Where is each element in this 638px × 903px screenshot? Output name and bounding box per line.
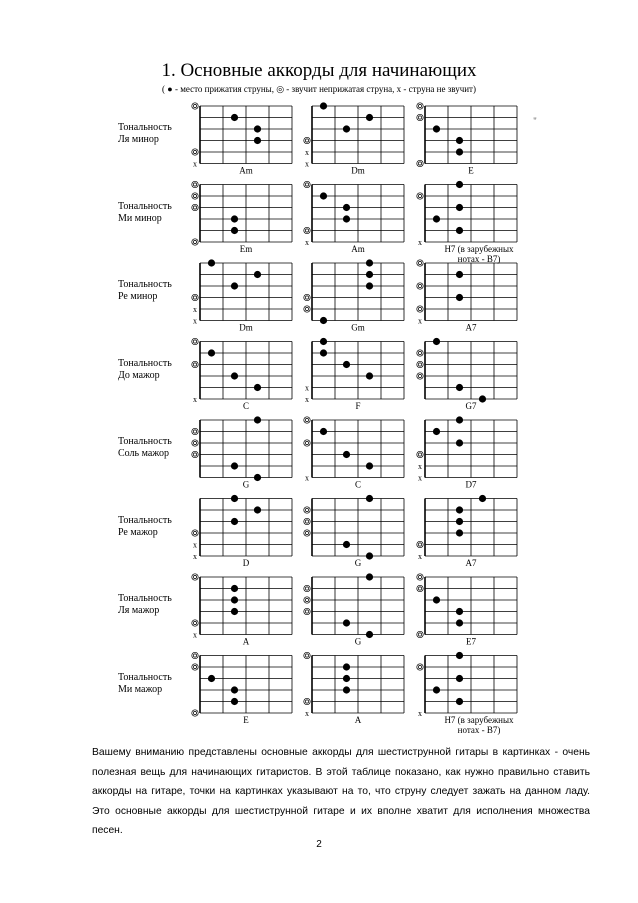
finger-dot-icon bbox=[456, 294, 463, 301]
key-label-line: Ре мажор bbox=[118, 526, 158, 538]
finger-dot-icon bbox=[456, 148, 463, 155]
chord-name: A7 bbox=[465, 322, 477, 333]
chord-name: A bbox=[242, 636, 250, 647]
finger-dot-icon bbox=[231, 282, 238, 289]
open-string-icon-inner bbox=[193, 665, 196, 668]
finger-dot-icon bbox=[456, 619, 463, 626]
muted-string-icon: x bbox=[305, 148, 309, 157]
finger-dot-icon bbox=[456, 384, 463, 391]
finger-dot-icon bbox=[231, 495, 238, 502]
open-string-icon bbox=[304, 440, 310, 446]
open-string-icon bbox=[304, 137, 310, 143]
finger-dot-icon bbox=[231, 462, 238, 469]
open-string-icon-inner bbox=[305, 183, 308, 186]
open-string-icon bbox=[417, 103, 423, 109]
open-string-icon-inner bbox=[418, 261, 421, 264]
finger-dot-icon bbox=[231, 372, 238, 379]
open-string-icon-inner bbox=[193, 575, 196, 578]
open-string-icon bbox=[417, 585, 423, 591]
muted-string-icon: x bbox=[418, 238, 422, 247]
key-label-line: Тональность bbox=[118, 200, 172, 212]
muted-string-icon: x bbox=[193, 305, 197, 314]
key-label-line: Тональность bbox=[118, 593, 172, 604]
chord-name: A7 bbox=[465, 558, 477, 568]
finger-dot-icon bbox=[433, 338, 440, 345]
finger-dot-icon bbox=[231, 698, 238, 705]
open-string-icon-inner bbox=[193, 104, 196, 107]
open-string-icon-inner bbox=[305, 520, 308, 523]
description-paragraph: Вашему вниманию представлены основные аккорды для шестиструнной гитары в картинках - очень полезная вещь для начинающих гитаристов. В этой таблице показано, как нужно правильно ставить аккорды на гитаре, точки на картинках указывают на то, что струну следует зажать на данном ладу. Это основные аккорды для шестиструнной гитаре и их вполне хватит для исполнения множества песен. bbox=[92, 747, 590, 836]
open-string-icon bbox=[192, 710, 198, 716]
open-string-icon-inner bbox=[418, 453, 421, 456]
open-string-icon bbox=[304, 306, 310, 312]
open-string-icon bbox=[417, 664, 423, 670]
chord-name: A bbox=[354, 715, 362, 725]
chord-name: G7 bbox=[465, 401, 477, 411]
open-string-icon-inner bbox=[418, 162, 421, 165]
finger-dot-icon bbox=[433, 125, 440, 132]
open-string-icon bbox=[192, 574, 198, 580]
open-string-icon-inner bbox=[418, 104, 421, 107]
finger-dot-icon bbox=[231, 518, 238, 525]
finger-dot-icon bbox=[456, 652, 463, 659]
open-string-icon bbox=[192, 664, 198, 670]
finger-dot-icon bbox=[456, 529, 463, 536]
key-label bbox=[118, 358, 202, 382]
muted-string-icon: x bbox=[418, 316, 422, 326]
chord-name: H7 (в зарубежных bbox=[444, 715, 514, 725]
open-string-icon-inner bbox=[418, 575, 421, 578]
finger-dot-icon bbox=[366, 495, 373, 502]
open-string-icon-inner bbox=[418, 665, 421, 668]
page-title: 1. Основные аккорды для начинающих bbox=[161, 60, 477, 81]
open-string-icon bbox=[192, 103, 198, 109]
open-string-icon-inner bbox=[418, 307, 421, 310]
open-string-icon bbox=[192, 428, 198, 434]
finger-dot-icon bbox=[320, 338, 327, 345]
open-string-icon-inner bbox=[305, 296, 308, 299]
finger-dot-icon bbox=[456, 518, 463, 525]
finger-dot-icon bbox=[254, 137, 261, 144]
open-string-icon bbox=[417, 306, 423, 312]
open-string-icon-inner bbox=[418, 587, 421, 590]
key-label bbox=[118, 515, 202, 539]
open-string-icon bbox=[192, 193, 198, 199]
open-string-icon bbox=[417, 160, 423, 166]
open-string-icon bbox=[192, 181, 198, 187]
finger-dot-icon bbox=[343, 451, 350, 458]
muted-string-icon: x bbox=[305, 473, 309, 483]
finger-dot-icon bbox=[366, 259, 373, 266]
finger-dot-icon bbox=[456, 271, 463, 278]
key-label bbox=[118, 436, 202, 460]
key-label-line: Ля мажор bbox=[118, 605, 160, 616]
open-string-icon bbox=[304, 227, 310, 233]
finger-dot-icon bbox=[366, 282, 373, 289]
key-label bbox=[118, 593, 202, 617]
key-label-line: Ми минор bbox=[118, 212, 162, 224]
open-string-icon-inner bbox=[305, 610, 308, 613]
muted-string-icon: x bbox=[193, 630, 197, 640]
muted-string-icon: x bbox=[418, 709, 422, 718]
open-string-icon-inner bbox=[193, 430, 196, 433]
finger-dot-icon bbox=[366, 114, 373, 121]
key-label-line: Соль мажор bbox=[118, 448, 169, 459]
finger-dot-icon bbox=[456, 675, 463, 682]
finger-dot-icon bbox=[456, 506, 463, 513]
open-string-icon bbox=[304, 652, 310, 658]
open-string-icon bbox=[304, 181, 310, 187]
chord-name: H7 (в зарубежных bbox=[444, 244, 514, 254]
key-label bbox=[118, 672, 202, 696]
chord-name: D7 bbox=[465, 479, 477, 490]
finger-dot-icon bbox=[366, 631, 373, 638]
chord-name: D bbox=[242, 558, 250, 568]
finger-dot-icon bbox=[231, 227, 238, 234]
muted-string-icon: x bbox=[418, 473, 422, 483]
open-string-icon bbox=[304, 698, 310, 704]
open-string-icon-inner bbox=[193, 711, 196, 714]
open-string-icon-inner bbox=[305, 508, 308, 511]
muted-string-icon: x bbox=[193, 552, 197, 561]
finger-dot-icon bbox=[254, 474, 261, 481]
key-label-line: Тональность bbox=[118, 122, 172, 133]
finger-dot-icon bbox=[366, 573, 373, 580]
finger-dot-icon bbox=[433, 215, 440, 222]
finger-dot-icon bbox=[343, 361, 350, 368]
finger-dot-icon bbox=[231, 585, 238, 592]
open-string-icon-inner bbox=[418, 543, 421, 546]
chord-name: F bbox=[355, 401, 361, 411]
open-string-icon-inner bbox=[418, 351, 421, 354]
finger-dot-icon bbox=[343, 663, 350, 670]
muted-string-icon: x bbox=[193, 159, 197, 169]
key-label bbox=[118, 122, 202, 146]
finger-dot-icon bbox=[254, 506, 261, 513]
open-string-icon bbox=[192, 239, 198, 245]
open-string-icon-inner bbox=[305, 587, 308, 590]
key-label bbox=[118, 279, 202, 303]
finger-dot-icon bbox=[366, 372, 373, 379]
muted-string-icon: x bbox=[305, 383, 309, 393]
finger-dot-icon bbox=[366, 552, 373, 559]
open-string-icon bbox=[417, 283, 423, 289]
open-string-icon-inner bbox=[193, 621, 196, 624]
finger-dot-icon bbox=[343, 675, 350, 682]
finger-dot-icon bbox=[343, 215, 350, 222]
chord-name: нотах - B7) bbox=[457, 725, 501, 735]
muted-string-icon: x bbox=[193, 395, 197, 404]
finger-dot-icon bbox=[456, 439, 463, 446]
open-string-icon-inner bbox=[193, 240, 196, 243]
finger-dot-icon bbox=[254, 384, 261, 391]
key-label-line: Тональность bbox=[118, 357, 172, 369]
chord-name: C bbox=[242, 401, 250, 411]
finger-dot-icon bbox=[231, 686, 238, 693]
open-string-icon-inner bbox=[418, 374, 421, 377]
open-string-icon-inner bbox=[193, 150, 196, 153]
finger-dot-icon bbox=[343, 125, 350, 132]
finger-dot-icon bbox=[254, 271, 261, 278]
chord-name: E7 bbox=[466, 636, 476, 647]
open-string-icon bbox=[192, 149, 198, 155]
finger-dot-icon bbox=[320, 192, 327, 199]
chord-name: G bbox=[354, 636, 362, 647]
chord-name: G bbox=[242, 479, 250, 490]
key-label-line: Ля минор bbox=[118, 134, 159, 145]
finger-dot-icon bbox=[366, 462, 373, 469]
muted-string-icon: x bbox=[418, 462, 422, 471]
page-number: 2 bbox=[316, 839, 322, 850]
chord-name: E bbox=[243, 715, 249, 725]
open-string-icon-inner bbox=[193, 340, 196, 343]
muted-string-icon: x bbox=[305, 238, 309, 247]
chord-name: Am bbox=[239, 165, 253, 176]
open-string-icon bbox=[417, 541, 423, 547]
symbol-legend: ( ● - место прижатия струны, ◎ - звучит неприжатая струна, х - струна не звучит) bbox=[162, 84, 476, 94]
muted-string-icon: x bbox=[193, 316, 197, 326]
open-string-icon-inner bbox=[305, 441, 308, 444]
open-string-icon bbox=[304, 608, 310, 614]
open-string-icon-inner bbox=[305, 229, 308, 232]
key-label-line: Тональность bbox=[118, 514, 172, 526]
finger-dot-icon bbox=[254, 125, 261, 132]
open-string-icon bbox=[304, 585, 310, 591]
open-string-icon-inner bbox=[305, 531, 308, 534]
open-string-icon-inner bbox=[193, 654, 196, 657]
open-string-icon-inner bbox=[305, 418, 308, 421]
finger-dot-icon bbox=[433, 596, 440, 603]
open-string-icon-inner bbox=[193, 183, 196, 186]
chord-name: Gm bbox=[351, 322, 365, 333]
corner-mark: " bbox=[533, 116, 537, 126]
finger-dot-icon bbox=[231, 596, 238, 603]
open-string-icon bbox=[417, 350, 423, 356]
finger-dot-icon bbox=[320, 428, 327, 435]
open-string-icon-inner bbox=[418, 194, 421, 197]
chord-name: G bbox=[354, 558, 362, 568]
finger-dot-icon bbox=[456, 181, 463, 188]
key-label-line: Тональность bbox=[118, 436, 172, 447]
key-label-line: Ми мажор bbox=[118, 683, 163, 695]
open-string-icon bbox=[304, 597, 310, 603]
chord-name: C bbox=[354, 479, 362, 490]
open-string-icon bbox=[417, 361, 423, 367]
finger-dot-icon bbox=[456, 698, 463, 705]
finger-dot-icon bbox=[433, 686, 440, 693]
open-string-icon-inner bbox=[418, 116, 421, 119]
muted-string-icon: x bbox=[305, 395, 309, 404]
finger-dot-icon bbox=[231, 608, 238, 615]
open-string-icon-inner bbox=[305, 307, 308, 310]
finger-dot-icon bbox=[456, 416, 463, 423]
key-label-line: Тональность bbox=[118, 671, 172, 683]
open-string-icon-inner bbox=[305, 598, 308, 601]
chord-name: Am bbox=[351, 244, 365, 254]
open-string-icon-inner bbox=[305, 654, 308, 657]
chord-name: Dm bbox=[351, 165, 365, 176]
open-string-icon bbox=[417, 260, 423, 266]
open-string-icon-inner bbox=[418, 284, 421, 287]
finger-dot-icon bbox=[456, 204, 463, 211]
key-label-line: До мажор bbox=[118, 369, 160, 381]
finger-dot-icon bbox=[208, 259, 215, 266]
muted-string-icon: x bbox=[305, 709, 309, 718]
open-string-icon bbox=[417, 631, 423, 637]
open-string-icon bbox=[417, 574, 423, 580]
open-string-icon bbox=[417, 193, 423, 199]
chord-name: нотах - B7) bbox=[457, 254, 501, 264]
finger-dot-icon bbox=[343, 619, 350, 626]
open-string-icon bbox=[304, 518, 310, 524]
key-label-line: Ре минор bbox=[118, 291, 158, 302]
open-string-icon bbox=[192, 338, 198, 344]
open-string-icon bbox=[417, 451, 423, 457]
finger-dot-icon bbox=[479, 395, 486, 402]
finger-dot-icon bbox=[320, 102, 327, 109]
finger-dot-icon bbox=[456, 137, 463, 144]
finger-dot-icon bbox=[208, 675, 215, 682]
finger-dot-icon bbox=[231, 215, 238, 222]
finger-dot-icon bbox=[479, 495, 486, 502]
open-string-icon bbox=[304, 417, 310, 423]
key-label bbox=[118, 201, 202, 225]
finger-dot-icon bbox=[320, 349, 327, 356]
open-string-icon-inner bbox=[305, 139, 308, 142]
open-string-icon bbox=[192, 652, 198, 658]
open-string-icon bbox=[417, 114, 423, 120]
finger-dot-icon bbox=[254, 416, 261, 423]
open-string-icon-inner bbox=[418, 633, 421, 636]
open-string-icon bbox=[192, 620, 198, 626]
open-string-icon-inner bbox=[193, 194, 196, 197]
chord-name: E bbox=[468, 165, 474, 176]
chord-name: Em bbox=[239, 244, 253, 254]
finger-dot-icon bbox=[320, 317, 327, 324]
open-string-icon bbox=[304, 294, 310, 300]
muted-string-icon: x bbox=[305, 159, 309, 169]
finger-dot-icon bbox=[433, 428, 440, 435]
finger-dot-icon bbox=[343, 686, 350, 693]
open-string-icon bbox=[417, 373, 423, 379]
finger-dot-icon bbox=[343, 204, 350, 211]
muted-string-icon: x bbox=[193, 540, 197, 550]
open-string-icon bbox=[304, 530, 310, 536]
muted-string-icon: x bbox=[418, 552, 422, 561]
chord-name: Dm bbox=[239, 322, 253, 333]
finger-dot-icon bbox=[366, 271, 373, 278]
finger-dot-icon bbox=[208, 349, 215, 356]
finger-dot-icon bbox=[231, 114, 238, 121]
open-string-icon-inner bbox=[305, 700, 308, 703]
finger-dot-icon bbox=[456, 608, 463, 615]
open-string-icon bbox=[304, 507, 310, 513]
finger-dot-icon bbox=[456, 227, 463, 234]
open-string-icon-inner bbox=[418, 363, 421, 366]
key-label-line: Тональность bbox=[118, 279, 172, 290]
finger-dot-icon bbox=[343, 541, 350, 548]
